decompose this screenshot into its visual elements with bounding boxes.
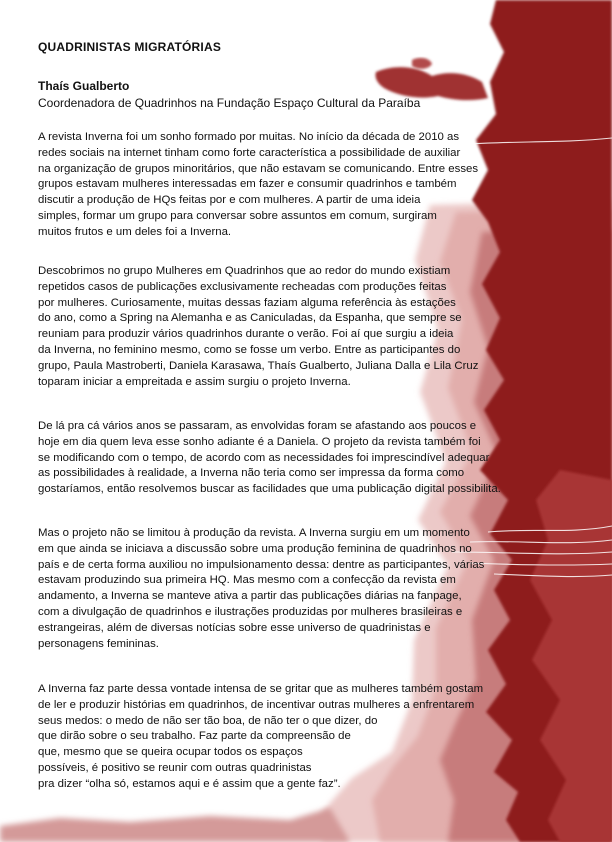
paragraph-5 — [38, 682, 483, 793]
text-line: se modificando com o tempo, de acordo com as necessidades foi imprescindível adequar — [38, 451, 490, 464]
text-line: muitos frutos e um deles foi a Inverna. — [38, 225, 232, 238]
text-line: grupos estavam mulheres interessadas em fazer e consumir quadrinhos e também — [38, 178, 457, 191]
text-line: país e de certa forma auxiliou no impulsionamento dessa: dentre as participantes, várias — [38, 558, 485, 571]
text-line: as possibilidades à realidade, a Inverna não teria como ser impressa da forma como — [38, 467, 465, 480]
paragraph-4 — [38, 526, 484, 652]
text-line: redes sociais na internet tinham como forte característica a possibilidade de auxiliar — [38, 146, 461, 159]
text-line: que, mesmo que se queira ocupar todos os espaços — [38, 746, 303, 759]
text-line: grupo, Paula Mastroberti, Daniela Karasawa, Thaís Gualberto, Juliana Dalla e Lila Cruz — [38, 359, 479, 372]
text-line: em que ainda se iniciava a discussão sobre uma produção feminina de quadrinhos no — [38, 542, 472, 555]
paragraph-1 — [38, 130, 478, 241]
text-line: estrangeiras, além de diversas notícias sobre esse universo de quadrinistas e — [38, 621, 431, 634]
text-line: reuniam para produzir vários quadrinhos durante o verão. Foi aí que surgiu a ideia — [38, 328, 454, 341]
text-line: pra dizer “olha só, estamos aqui e é assim que a gente faz”. — [38, 777, 341, 790]
text-line: de ler e produzir histórias em quadrinhos, de incentivar outras mulheres a enfrentarem — [38, 698, 475, 711]
author-role: Coordenadora de Quadrinhos na Fundação Espaço Cultural da Paraíba — [38, 96, 421, 110]
text-line: toparam iniciar a empreitada e assim surgiu o projeto Inverna. — [38, 375, 351, 388]
text-line: possíveis, é positivo se reunir com outras quadrinistas — [38, 761, 312, 774]
author-name: Thaís Gualberto — [38, 79, 130, 93]
text-line: hoje em dia quem leva esse sonho adiante é a Daniela. O projeto da revista também foi — [38, 435, 481, 448]
text-line: simples, formar um grupo para conversar sobre assuntos em comum, surgiram — [38, 209, 437, 222]
text-line: A revista Inverna foi um sonho formado por muitas. No início da década de 2010 as — [38, 131, 460, 143]
text-line: andamento, a Inverna se manteve ativa a partir das publicações diárias na fanpage, — [38, 590, 462, 603]
text-line: que dirão sobre o seu trabalho. Faz parte da compreensão de — [38, 730, 351, 743]
text-line: repetidos casos de publicações exclusivamente recheadas com produções feitas — [38, 280, 447, 293]
text-line: do ano, como a Spring na Alemanha e as Caniculadas, da Espanha, que sempre se — [38, 312, 462, 325]
text-line: seus medos: o medo de não ser tão boa, de não ter o que dizer, do — [38, 714, 378, 727]
article-title: QUADRINISTAS MIGRATÓRIAS — [38, 40, 222, 54]
text-line: Descobrimos no grupo Mulheres em Quadrinhos que ao redor do mundo existiam — [38, 265, 451, 277]
text-line: personagens femininas. — [38, 637, 159, 650]
paragraph-3 — [38, 419, 501, 498]
text-line: estavam produzindo sua primeira HQ. Mas mesmo com a confecção da revista em — [38, 574, 456, 587]
text-line: Mas o projeto não se limitou à produção da revista. A Inverna surgiu em um momento — [38, 527, 470, 539]
paragraph-2 — [38, 264, 478, 390]
text-line: discutir a produção de HQs feitas por e com mulheres. A partir de uma ideia — [38, 194, 421, 207]
text-line: A Inverna faz parte dessa vontade intensa de se gritar que as mulheres também gostam — [38, 683, 484, 695]
text-line: De lá pra cá vários anos se passaram, as envolvidas foram se afastando aos poucos e — [38, 420, 477, 432]
text-line: gostaríamos, então resolvemos buscar as facilidades que uma publicação digital possibilita. — [38, 483, 501, 496]
text-line: por mulheres. Curiosamente, muitas dessas faziam alguma referência às estações — [38, 296, 456, 309]
text-line: na organização de grupos minoritários, que não estavam se comunicando. Entre esses — [38, 162, 479, 175]
text-line: da Inverna, no feminino mesmo, como se fosse um verbo. Entre as participantes do — [38, 343, 461, 356]
text-line: com a divulgação de quadrinhos e ilustrações produzidas por mulheres brasileiras e — [38, 605, 463, 618]
